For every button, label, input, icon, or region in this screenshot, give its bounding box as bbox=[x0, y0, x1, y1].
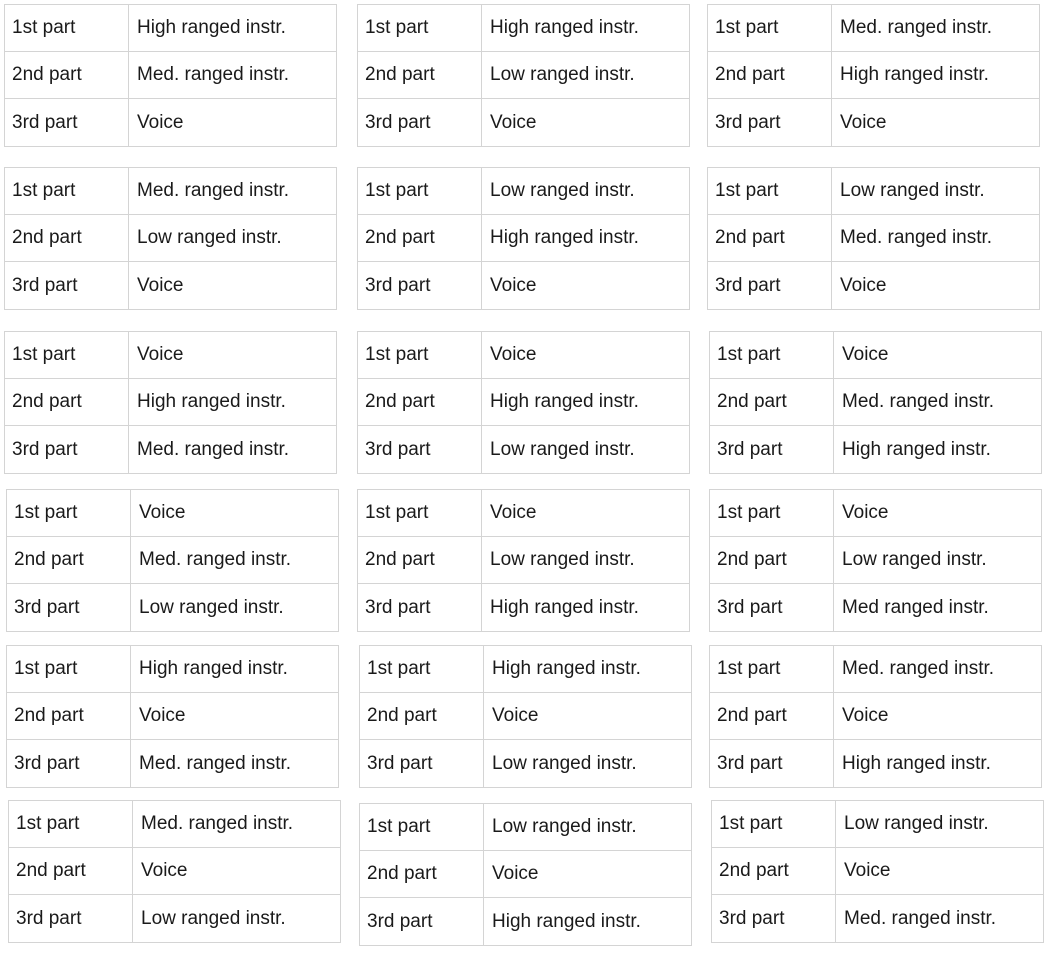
part-label: 1st part bbox=[710, 332, 834, 378]
part-label: 2nd part bbox=[7, 693, 131, 739]
table-row bbox=[710, 646, 1041, 693]
instrument-label: Low ranged instr. bbox=[490, 438, 635, 460]
table-row bbox=[710, 740, 1041, 787]
table-row bbox=[358, 426, 689, 473]
instrument-label: Voice bbox=[844, 860, 891, 881]
part-label: 1st part bbox=[358, 168, 482, 214]
table-row bbox=[708, 99, 1039, 146]
part-label: 1st part bbox=[360, 646, 484, 692]
table-row bbox=[712, 801, 1043, 848]
table-row bbox=[358, 262, 689, 309]
part-label: 2nd part bbox=[360, 693, 484, 739]
part-label: 2nd part bbox=[5, 215, 129, 261]
part-label: 3rd part bbox=[7, 740, 131, 787]
instrument-label: Low ranged instr. bbox=[141, 907, 286, 929]
table-row bbox=[358, 5, 689, 52]
part-label: 3rd part bbox=[712, 895, 836, 942]
part-label: 2nd part bbox=[358, 52, 482, 98]
arrangement-table bbox=[357, 331, 690, 474]
instrument-label: Med. ranged instr. bbox=[840, 227, 993, 248]
part-label: 2nd part bbox=[7, 537, 131, 583]
instrument-label: Low ranged instr. bbox=[139, 596, 284, 618]
table-row bbox=[358, 584, 689, 631]
arrangement-table bbox=[8, 800, 341, 943]
instrument-label: Voice bbox=[842, 502, 889, 523]
part-label: 3rd part bbox=[5, 426, 129, 473]
arrangement-table bbox=[359, 645, 692, 788]
instrument-label: High ranged instr. bbox=[492, 658, 641, 679]
part-label: 1st part bbox=[7, 646, 131, 692]
part-label: 3rd part bbox=[358, 426, 482, 473]
part-label: 2nd part bbox=[5, 52, 129, 98]
instrument-label: Med ranged instr. bbox=[842, 596, 989, 618]
instrument-label: High ranged instr. bbox=[842, 752, 991, 774]
arrangement-table bbox=[4, 167, 337, 310]
part-label: 3rd part bbox=[358, 584, 482, 631]
table-row bbox=[7, 537, 338, 584]
table-row bbox=[710, 332, 1041, 379]
part-label: 1st part bbox=[358, 490, 482, 536]
table-row bbox=[708, 52, 1039, 99]
instrument-label: Voice bbox=[490, 344, 537, 365]
part-label: 1st part bbox=[358, 332, 482, 378]
table-row bbox=[358, 168, 689, 215]
instrument-label: Med. ranged instr. bbox=[137, 180, 290, 201]
table-row bbox=[708, 5, 1039, 52]
part-label: 2nd part bbox=[708, 52, 832, 98]
instrument-label: High ranged instr. bbox=[137, 391, 286, 412]
table-row bbox=[708, 262, 1039, 309]
part-label: 1st part bbox=[712, 801, 836, 847]
part-label: 3rd part bbox=[708, 262, 832, 309]
part-label: 3rd part bbox=[360, 740, 484, 787]
instrument-label: Med. ranged instr. bbox=[844, 907, 997, 929]
part-label: 2nd part bbox=[5, 379, 129, 425]
table-row bbox=[710, 584, 1041, 631]
arrangement-table bbox=[709, 331, 1042, 474]
instrument-label: Voice bbox=[137, 274, 184, 296]
table-row bbox=[358, 490, 689, 537]
instrument-label: Voice bbox=[139, 502, 186, 523]
table-row bbox=[9, 848, 340, 895]
arrangement-table bbox=[4, 331, 337, 474]
table-row bbox=[360, 693, 691, 740]
part-label: 1st part bbox=[360, 804, 484, 850]
table-row bbox=[358, 379, 689, 426]
instrument-label: Voice bbox=[490, 502, 537, 523]
table-row bbox=[710, 693, 1041, 740]
part-label: 3rd part bbox=[5, 262, 129, 309]
table-row bbox=[358, 52, 689, 99]
table-row bbox=[712, 848, 1043, 895]
instrument-label: Low ranged instr. bbox=[137, 227, 282, 248]
instrument-label: Voice bbox=[840, 111, 887, 133]
arrangement-table bbox=[359, 803, 692, 946]
part-label: 2nd part bbox=[708, 215, 832, 261]
instrument-label: Voice bbox=[490, 274, 537, 296]
instrument-label: High ranged instr. bbox=[490, 227, 639, 248]
table-row bbox=[358, 215, 689, 262]
instrument-label: Med. ranged instr. bbox=[139, 549, 292, 570]
table-row bbox=[5, 426, 336, 473]
table-row bbox=[5, 262, 336, 309]
arrangement-table bbox=[357, 167, 690, 310]
part-label: 1st part bbox=[708, 5, 832, 51]
instrument-label: Low ranged instr. bbox=[490, 549, 635, 570]
table-row bbox=[5, 379, 336, 426]
instrument-label: Low ranged instr. bbox=[490, 180, 635, 201]
table-row bbox=[7, 490, 338, 537]
arrangement-table bbox=[6, 489, 339, 632]
part-label: 3rd part bbox=[360, 898, 484, 945]
part-label: 1st part bbox=[9, 801, 133, 847]
part-label: 1st part bbox=[358, 5, 482, 51]
part-label: 1st part bbox=[710, 490, 834, 536]
part-label: 3rd part bbox=[5, 99, 129, 146]
instrument-label: High ranged instr. bbox=[490, 17, 639, 38]
instrument-label: High ranged instr. bbox=[137, 17, 286, 38]
table-row bbox=[5, 332, 336, 379]
instrument-label: Voice bbox=[842, 705, 889, 726]
instrument-label: Voice bbox=[492, 705, 539, 726]
table-row bbox=[360, 740, 691, 787]
table-row bbox=[5, 99, 336, 146]
instrument-label: Voice bbox=[137, 111, 184, 133]
table-row bbox=[708, 168, 1039, 215]
table-row bbox=[358, 537, 689, 584]
table-row bbox=[360, 898, 691, 945]
instrument-label: Med. ranged instr. bbox=[840, 17, 993, 38]
arrangement-table bbox=[6, 645, 339, 788]
instrument-label: Voice bbox=[492, 863, 539, 884]
part-label: 2nd part bbox=[358, 215, 482, 261]
arrangement-table bbox=[707, 167, 1040, 310]
table-row bbox=[7, 646, 338, 693]
table-row bbox=[360, 804, 691, 851]
part-label: 2nd part bbox=[712, 848, 836, 894]
table-row bbox=[7, 584, 338, 631]
part-label: 2nd part bbox=[358, 379, 482, 425]
part-label: 1st part bbox=[5, 332, 129, 378]
table-row bbox=[9, 801, 340, 848]
part-label: 1st part bbox=[5, 168, 129, 214]
part-label: 1st part bbox=[710, 646, 834, 692]
instrument-label: High ranged instr. bbox=[490, 596, 639, 618]
instrument-label: Voice bbox=[840, 274, 887, 296]
table-row bbox=[7, 740, 338, 787]
part-label: 3rd part bbox=[358, 262, 482, 309]
instrument-label: Low ranged instr. bbox=[492, 816, 637, 837]
instrument-label: Voice bbox=[842, 344, 889, 365]
arrangement-table bbox=[707, 4, 1040, 147]
part-label: 1st part bbox=[5, 5, 129, 51]
instrument-label: High ranged instr. bbox=[492, 910, 641, 932]
instrument-label: High ranged instr. bbox=[490, 391, 639, 412]
part-label: 2nd part bbox=[710, 379, 834, 425]
table-row bbox=[7, 693, 338, 740]
part-label: 3rd part bbox=[7, 584, 131, 631]
instrument-label: High ranged instr. bbox=[840, 64, 989, 85]
part-label: 2nd part bbox=[9, 848, 133, 894]
arrangement-table bbox=[357, 4, 690, 147]
arrangement-table bbox=[709, 489, 1042, 632]
table-row bbox=[708, 215, 1039, 262]
part-label: 1st part bbox=[7, 490, 131, 536]
table-row bbox=[5, 168, 336, 215]
table-row bbox=[358, 332, 689, 379]
table-row bbox=[710, 537, 1041, 584]
instrument-label: Med. ranged instr. bbox=[137, 64, 290, 85]
instrument-label: Med. ranged instr. bbox=[141, 813, 294, 834]
table-row bbox=[358, 99, 689, 146]
instrument-label: Voice bbox=[139, 705, 186, 726]
instrument-label: Low ranged instr. bbox=[844, 813, 989, 834]
arrangement-table bbox=[357, 489, 690, 632]
part-label: 3rd part bbox=[710, 740, 834, 787]
part-label: 3rd part bbox=[710, 426, 834, 473]
part-label: 3rd part bbox=[708, 99, 832, 146]
instrument-label: Low ranged instr. bbox=[492, 752, 637, 774]
instrument-label: Med. ranged instr. bbox=[137, 438, 290, 460]
table-row bbox=[5, 5, 336, 52]
table-row bbox=[5, 52, 336, 99]
instrument-label: Med. ranged instr. bbox=[842, 658, 995, 679]
table-row bbox=[360, 851, 691, 898]
arrangement-table bbox=[709, 645, 1042, 788]
part-label: 3rd part bbox=[9, 895, 133, 942]
table-row bbox=[360, 646, 691, 693]
table-row bbox=[712, 895, 1043, 942]
part-label: 2nd part bbox=[710, 693, 834, 739]
part-label: 1st part bbox=[708, 168, 832, 214]
instrument-label: Med. ranged instr. bbox=[842, 391, 995, 412]
instrument-label: Med. ranged instr. bbox=[139, 752, 292, 774]
instrument-label: Voice bbox=[490, 111, 537, 133]
table-row bbox=[710, 490, 1041, 537]
part-label: 3rd part bbox=[710, 584, 834, 631]
instrument-label: Low ranged instr. bbox=[842, 549, 987, 570]
part-label: 3rd part bbox=[358, 99, 482, 146]
table-row bbox=[9, 895, 340, 942]
table-row bbox=[710, 426, 1041, 473]
arrangement-table bbox=[4, 4, 337, 147]
table-row bbox=[710, 379, 1041, 426]
instrument-label: Voice bbox=[137, 344, 184, 365]
part-label: 2nd part bbox=[710, 537, 834, 583]
instrument-label: High ranged instr. bbox=[842, 438, 991, 460]
instrument-label: High ranged instr. bbox=[139, 658, 288, 679]
instrument-label: Low ranged instr. bbox=[840, 180, 985, 201]
arrangement-table bbox=[711, 800, 1044, 943]
part-label: 2nd part bbox=[358, 537, 482, 583]
instrument-label: Voice bbox=[141, 860, 188, 881]
instrument-label: Low ranged instr. bbox=[490, 64, 635, 85]
part-label: 2nd part bbox=[360, 851, 484, 897]
table-row bbox=[5, 215, 336, 262]
